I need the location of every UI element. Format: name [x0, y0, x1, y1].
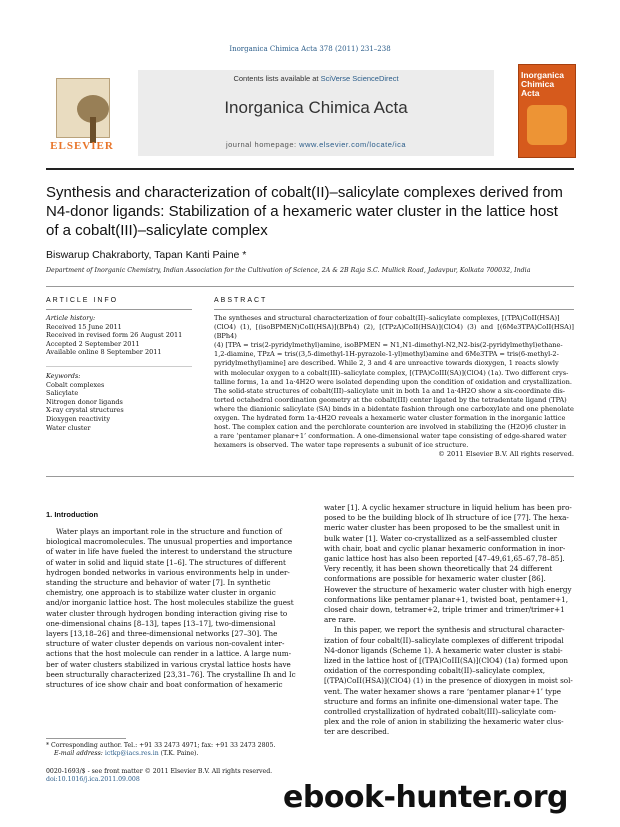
- keyword: X-ray crystal structures: [46, 406, 124, 415]
- masthead-rule: [46, 168, 574, 170]
- intro-line: ization of four cobalt(II)–salicylate complexes of different tripodal: [324, 635, 564, 645]
- intro-line: are rare.: [324, 615, 356, 625]
- keyword: Water cluster: [46, 423, 91, 432]
- publisher-logo: [46, 70, 118, 156]
- abstract-line: talline forms, 1a and 1a·4H2O were isolated depending upon the condition of oxidation and crystallization.: [214, 377, 572, 386]
- intro-line: water cluster through hydrogen bonding interaction giving rise to: [46, 608, 288, 618]
- cover-title: Inorganica Chimica Acta: [521, 70, 564, 98]
- intro-line: layers [13,18–26] and three-dimensional networks [27–30]. The: [46, 629, 278, 639]
- abstract-bottom-rule: [46, 476, 574, 477]
- keywords-label: Keywords:: [46, 372, 81, 380]
- abstract-line: a rare ‘pentamer planar+1’ conformation. A one-dimensional water tape consisting of edge-shared water: [214, 432, 567, 441]
- abstract-line: The syntheses and structural characterization of four cobalt(II)–salicylate complexes, [(TPA)CoII(HSA)]: [214, 314, 560, 322]
- intro-line: posed to be the building block of Ih structure of ice [77]. The hexa-: [324, 513, 569, 523]
- author-email-link[interactable]: ictkp@iacs.res.in: [104, 750, 159, 758]
- intro-line: of water in life have fueled the interest to understand the structure: [46, 547, 293, 557]
- intro-line: biological macromolecules. The unusual properties and importance: [46, 537, 293, 547]
- issn-notice: 0020-1693/$ - see front matter © 2011 Elsevier B.V. All rights reserved.: [46, 768, 273, 775]
- intro-line: controlled crystallization of hydrated cobalt(III)–salicylate com-: [324, 707, 556, 717]
- intro-line: standing the structure and behavior of water [7]. In synthetic: [46, 578, 271, 588]
- keywords: [46, 372, 192, 432]
- intro-line: meric water cluster has been proposed to be the smallest unit in: [324, 523, 560, 533]
- intro-line: one-dimensional chains [8–13], tapes [13–17], two-dimensional: [46, 618, 276, 628]
- abstract-line: torted octahedral coordination geometry at the cobalt(III) center ligated by the tetradentate ligand (TPA): [214, 395, 567, 404]
- history-item: Accepted 2 September 2011: [46, 339, 140, 348]
- footnote: * Corresponding author. Tel.: +91 33 2473 4971; fax: +91 33 2473 2805. E-mail address: ictkp@iacs.res.in (T.K. Paine).: [46, 742, 296, 758]
- footnote-rule: [46, 738, 126, 739]
- section-heading-introduction: 1. Introduction: [46, 510, 99, 519]
- abstract-line: The solid-state structures of cobalt(III)–salicylate unit in both 1a and 1a·4H2O show a six-coordinate dis-: [214, 386, 565, 395]
- intro-line: bulk water [1]. Water co-crystallized as a self-assembled cluster: [324, 533, 558, 543]
- intro-line: of water in solid and liquid state [1–6]. The structures of different: [46, 557, 286, 567]
- article-history: [46, 314, 192, 357]
- intro-line: water [1]. A cyclic hexamer structure in liquid helium has been pro-: [324, 503, 572, 512]
- intro-left-column: [46, 527, 296, 690]
- copyright-notice: © 2011 Elsevier B.V. All rights reserved.: [438, 450, 574, 459]
- article-affiliation: Department of Inorganic Chemistry, Indian Association for the Cultivation of Science, 2A & 2B Raja S.C. Mullick Road, Jadavpur, Kolkata 700032, India: [46, 267, 531, 274]
- history-item: Available online 8 September 2011: [46, 348, 162, 357]
- article-info-heading: ARTICLE INFO: [46, 297, 119, 304]
- intro-right-column: [324, 503, 574, 738]
- intro-line: closed chair down, tetramer+2, triple trimer and trimer/trimer+1: [324, 605, 565, 615]
- tree-emblem-icon: [56, 78, 110, 138]
- abstract-line: where the dianionic salicylate (SA) binds in a bidentate fashion through one carboxylate and one phenolate: [214, 404, 574, 413]
- sciencedirect-link[interactable]: SciVerse ScienceDirect: [320, 74, 399, 83]
- keyword: Cobalt complexes: [46, 380, 105, 389]
- doi-link[interactable]: doi:10.1016/j.ica.2011.09.008: [46, 776, 140, 784]
- intro-line: structure and forms an infinite one-dimensional water tape. The: [324, 696, 559, 706]
- keywords-rule: [46, 366, 192, 367]
- intro-line: ganic lattice host has also been reported [47–49,61,65–67,78–85].: [324, 554, 565, 564]
- intro-line: actions that the host molecule can render in a lattice. A large num-: [46, 649, 292, 659]
- article-title: Synthesis and characterization of cobalt(II)–salicylate complexes derived from N4-donor ligands: Stabilization of a hexameric water cluster in the lattice host of a cobalt(III)–salicylate complex: [46, 184, 563, 239]
- watermark: ebook-hunter.org: [283, 780, 568, 815]
- intro-line: conformations like pentamer planar+1, twisted boat, pentamer+1,: [324, 594, 569, 604]
- header-divider: [46, 286, 574, 287]
- cover-art-icon: [527, 105, 567, 145]
- issn-line: [46, 768, 296, 784]
- history-item: Received 15 June 2011: [46, 322, 122, 331]
- abstract-line: host. The complex cation and the perchlorate counterion are involved in stabilizing the (H2O)6 cluster in: [214, 423, 566, 432]
- abstract-heading: ABSTRACT: [214, 297, 268, 304]
- history-item: Received in revised form 26 August 2011: [46, 331, 183, 340]
- intro-line: In this paper, we report the synthesis and structural character-: [334, 625, 565, 635]
- intro-line: and/or inorganic lattice host. The host molecules stabilize the guest: [46, 598, 294, 608]
- journal-homepage: journal homepage: www.elsevier.com/locate/ica: [225, 140, 407, 149]
- intro-line: been structurally characterized [23,31–76]. The crystalline Ih and Ic: [46, 669, 296, 679]
- intro-line: plex and the role of anion in stabilizing the hexameric water clus-: [324, 717, 564, 727]
- keyword: Nitrogen donor ligands: [46, 397, 123, 406]
- intro-line: conformations are possible for hexameric water cluster [86].: [324, 574, 546, 584]
- article-info-rule: [46, 309, 192, 310]
- abstract-body: [214, 314, 574, 460]
- intro-line: with chair, boat and cyclic planar hexameric conformation in inor-: [324, 543, 566, 553]
- intro-line: oxidation of the corresponding cobalt(II)–salicylate complex,: [324, 666, 546, 676]
- intro-line: ter are described.: [324, 727, 390, 737]
- abstract-line: oxygen. The hydrated form 1a·4H2O reveals a hexameric water cluster formation in the inorganic lattice: [214, 414, 566, 423]
- homepage-link[interactable]: www.elsevier.com/locate/ica: [299, 140, 407, 149]
- masthead-banner: [138, 70, 494, 156]
- intro-line: vent. The water hexamer shows a rare ‘pentamer planar+1’ type: [324, 686, 561, 696]
- intro-line: However the structure of hexameric water cluster with high energy: [324, 584, 572, 594]
- abstract-rule: [214, 309, 574, 310]
- journal-citation: Inorganica Chimica Acta 378 (2011) 231–238: [229, 45, 391, 53]
- contents-line: Contents lists available at SciVerse ScienceDirect: [233, 74, 399, 83]
- journal-masthead: [46, 62, 574, 162]
- abstract-line: hexamers is observed. The water tape represents a subunit of ice structure.: [214, 441, 469, 450]
- abstract-line: (ClO4) (1), [(isoBPMEN)CoII(HSA)](BPh4) (2), [(TPzA)CoII(HSA)](ClO4) (3) and [(6Me3TPA)CoII(HSA)](BPh4): [214, 323, 574, 341]
- publisher-logo-text: ELSEVIER: [50, 140, 114, 152]
- intro-line: ber of water clusters stabilized in various crystal lattice hosts have: [46, 659, 291, 669]
- abstract-line: (4) [TPA = tris(2-pyridylmethyl)amine, isoBPMEN = N1,N1-dimethyl-N2,N2-bis(2-pyridylmethyl)ethane-: [214, 341, 563, 350]
- journal-title: Inorganica Chimica Acta: [224, 98, 408, 117]
- intro-line: [(TPA)CoII(HSA)](ClO4) (1) in the presence of dioxygen in moist sol-: [324, 676, 573, 686]
- intro-line: Water plays an important role in the structure and function of: [56, 527, 282, 536]
- abstract-line: pyridylmethyl)amine] are described. While 2, 3 and 4 are unreactive towards dioxygen, 1 reacts slowly: [214, 359, 559, 368]
- history-label: Article history:: [46, 314, 96, 322]
- intro-line: Very recently, it has been shown theoretically that 24 different: [324, 564, 553, 574]
- intro-line: lized in the lattice host of [(TPA)CoIII(SA)](ClO4) (1a) formed upon: [324, 656, 569, 666]
- article-authors: Biswarup Chakraborty, Tapan Kanti Paine *: [46, 249, 247, 261]
- intro-line: structure of water cluster depends on various non-covalent inter-: [46, 639, 285, 649]
- abstract-line: 1,2-diamine, TPzA = tris((3,5-dimethyl-1H-pyrazole-1-yl)methyl)amine and 6Me3TPA = tris(6-methyl-2-: [214, 350, 559, 359]
- corresponding-author-note: * Corresponding author. Tel.: +91 33 2473 4971; fax: +91 33 2473 2805.: [46, 742, 276, 749]
- abstract-line: with molecular oxygen to a cobalt(III)–salicylate complex, [(TPA)CoIII(SA)](ClO4) (1a). Two different crys-: [214, 368, 569, 377]
- intro-line: N4-donor ligands (Scheme 1). A hexameric water cluster is stabi-: [324, 645, 563, 655]
- intro-line: chemistry, one approach is to stabilize water cluster in organic: [46, 588, 276, 598]
- intro-line: structures of ice show chair and boat conformation of hexameric: [46, 680, 283, 690]
- keyword: Dioxygen reactivity: [46, 414, 110, 423]
- intro-line: hydrogen bonded networks in various environments help in under-: [46, 567, 290, 577]
- journal-cover: [518, 64, 576, 158]
- keyword: Salicylate: [46, 389, 79, 398]
